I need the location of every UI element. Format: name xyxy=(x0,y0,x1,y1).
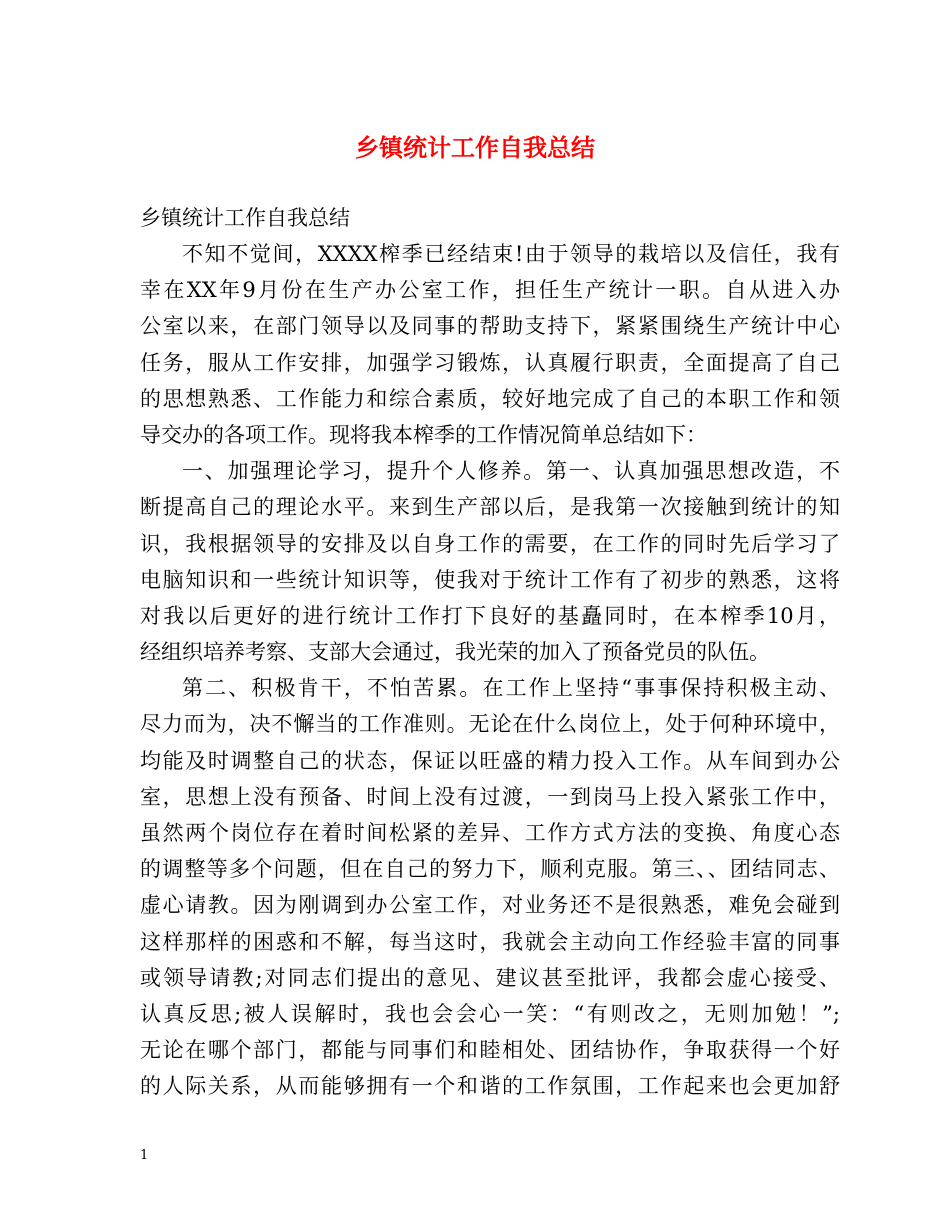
body-line: 这样那样的困惑和不解，每当这时，我就会主动向工作经验丰富的同事 xyxy=(140,929,840,954)
body-line: 的调整等多个问题，但在自己的努力下，顺利克服。第三、、团结同志、 xyxy=(140,857,840,882)
body-line: 公室以来，在部门领导以及同事的帮助支持下，紧紧围绕生产统计中心 xyxy=(140,314,840,339)
body-line: 不知不觉间，XXXX榨季已经结束!由于领导的栽培以及信任，我有 xyxy=(182,242,840,266)
body-line: 虚心请教。因为刚调到办公室工作，对业务还不是很熟悉，难免会碰到 xyxy=(140,893,840,918)
body-line: 室，思想上没有预备、时间上没有过渡，一到岗马上投入紧张工作中， xyxy=(140,784,840,809)
body-line: 识，我根据领导的安排及以自身工作的需要，在工作的同时先后学习了 xyxy=(140,531,840,556)
body-line: 虽然两个岗位存在着时间松紧的差异、工作方式方法的变换、角度心态 xyxy=(140,821,840,845)
body-line: 或领导请教;对同志们提出的意见、建议甚至批评，我都会虚心接受、 xyxy=(140,965,840,990)
body-line: 第二、积极肯干，不怕苦累。在工作上坚持“事事保持积极主动、 xyxy=(182,676,840,701)
body-line: 一、加强理论学习，提升个人修养。第一、认真加强思想改造，不 xyxy=(182,459,840,484)
body-line: 导交办的各项工作。现将我本榨季的工作情况简单总结如下： xyxy=(140,422,707,447)
body-line: 经组织培养考察、支部大会通过，我光荣的加入了预备党员的队伍。 xyxy=(140,640,770,665)
page-number: 1 xyxy=(140,1148,149,1163)
body-line: 认真反思;被人误解时，我也会会心一笑：“有则改之，无则加勉！”; xyxy=(140,1001,840,1026)
document-body xyxy=(140,236,840,1105)
body-line: 无论在哪个部门，都能与同事们和睦相处、团结协作，争取获得一个好 xyxy=(140,1038,840,1063)
body-line: 均能及时调整自己的状态，保证以旺盛的精力投入工作。从车间到办公 xyxy=(140,748,840,773)
body-line: 任务，服从工作安排，加强学习锻炼，认真履行职责，全面提高了自己 xyxy=(140,350,840,375)
body-line: 的思想熟悉、工作能力和综合素质，较好地完成了自己的本职工作和领 xyxy=(140,386,840,411)
body-line: 的人际关系，从而能够拥有一个和谐的工作氛围，工作起来也会更加舒 xyxy=(140,1074,840,1099)
body-line: 尽力而为，决不懈当的工作准则。无论在什么岗位上，处于何种环境中， xyxy=(140,712,840,737)
document-subtitle: 乡镇统计工作自我总结 xyxy=(140,206,350,230)
body-line: 断提高自己的理论水平。来到生产部以后，是我第一次接触到统计的知 xyxy=(140,495,840,520)
body-line: 幸在XX年9月份在生产办公室工作，担任生产统计一职。自从进入办 xyxy=(140,278,840,303)
body-line: 对我以后更好的进行统计工作打下良好的基矗同时，在本榨季10月， xyxy=(140,603,840,628)
document-title: 乡镇统计工作自我总结 xyxy=(355,133,595,162)
body-line: 电脑知识和一些统计知识等，使我对于统计工作有了初步的熟悉，这将 xyxy=(140,567,840,592)
